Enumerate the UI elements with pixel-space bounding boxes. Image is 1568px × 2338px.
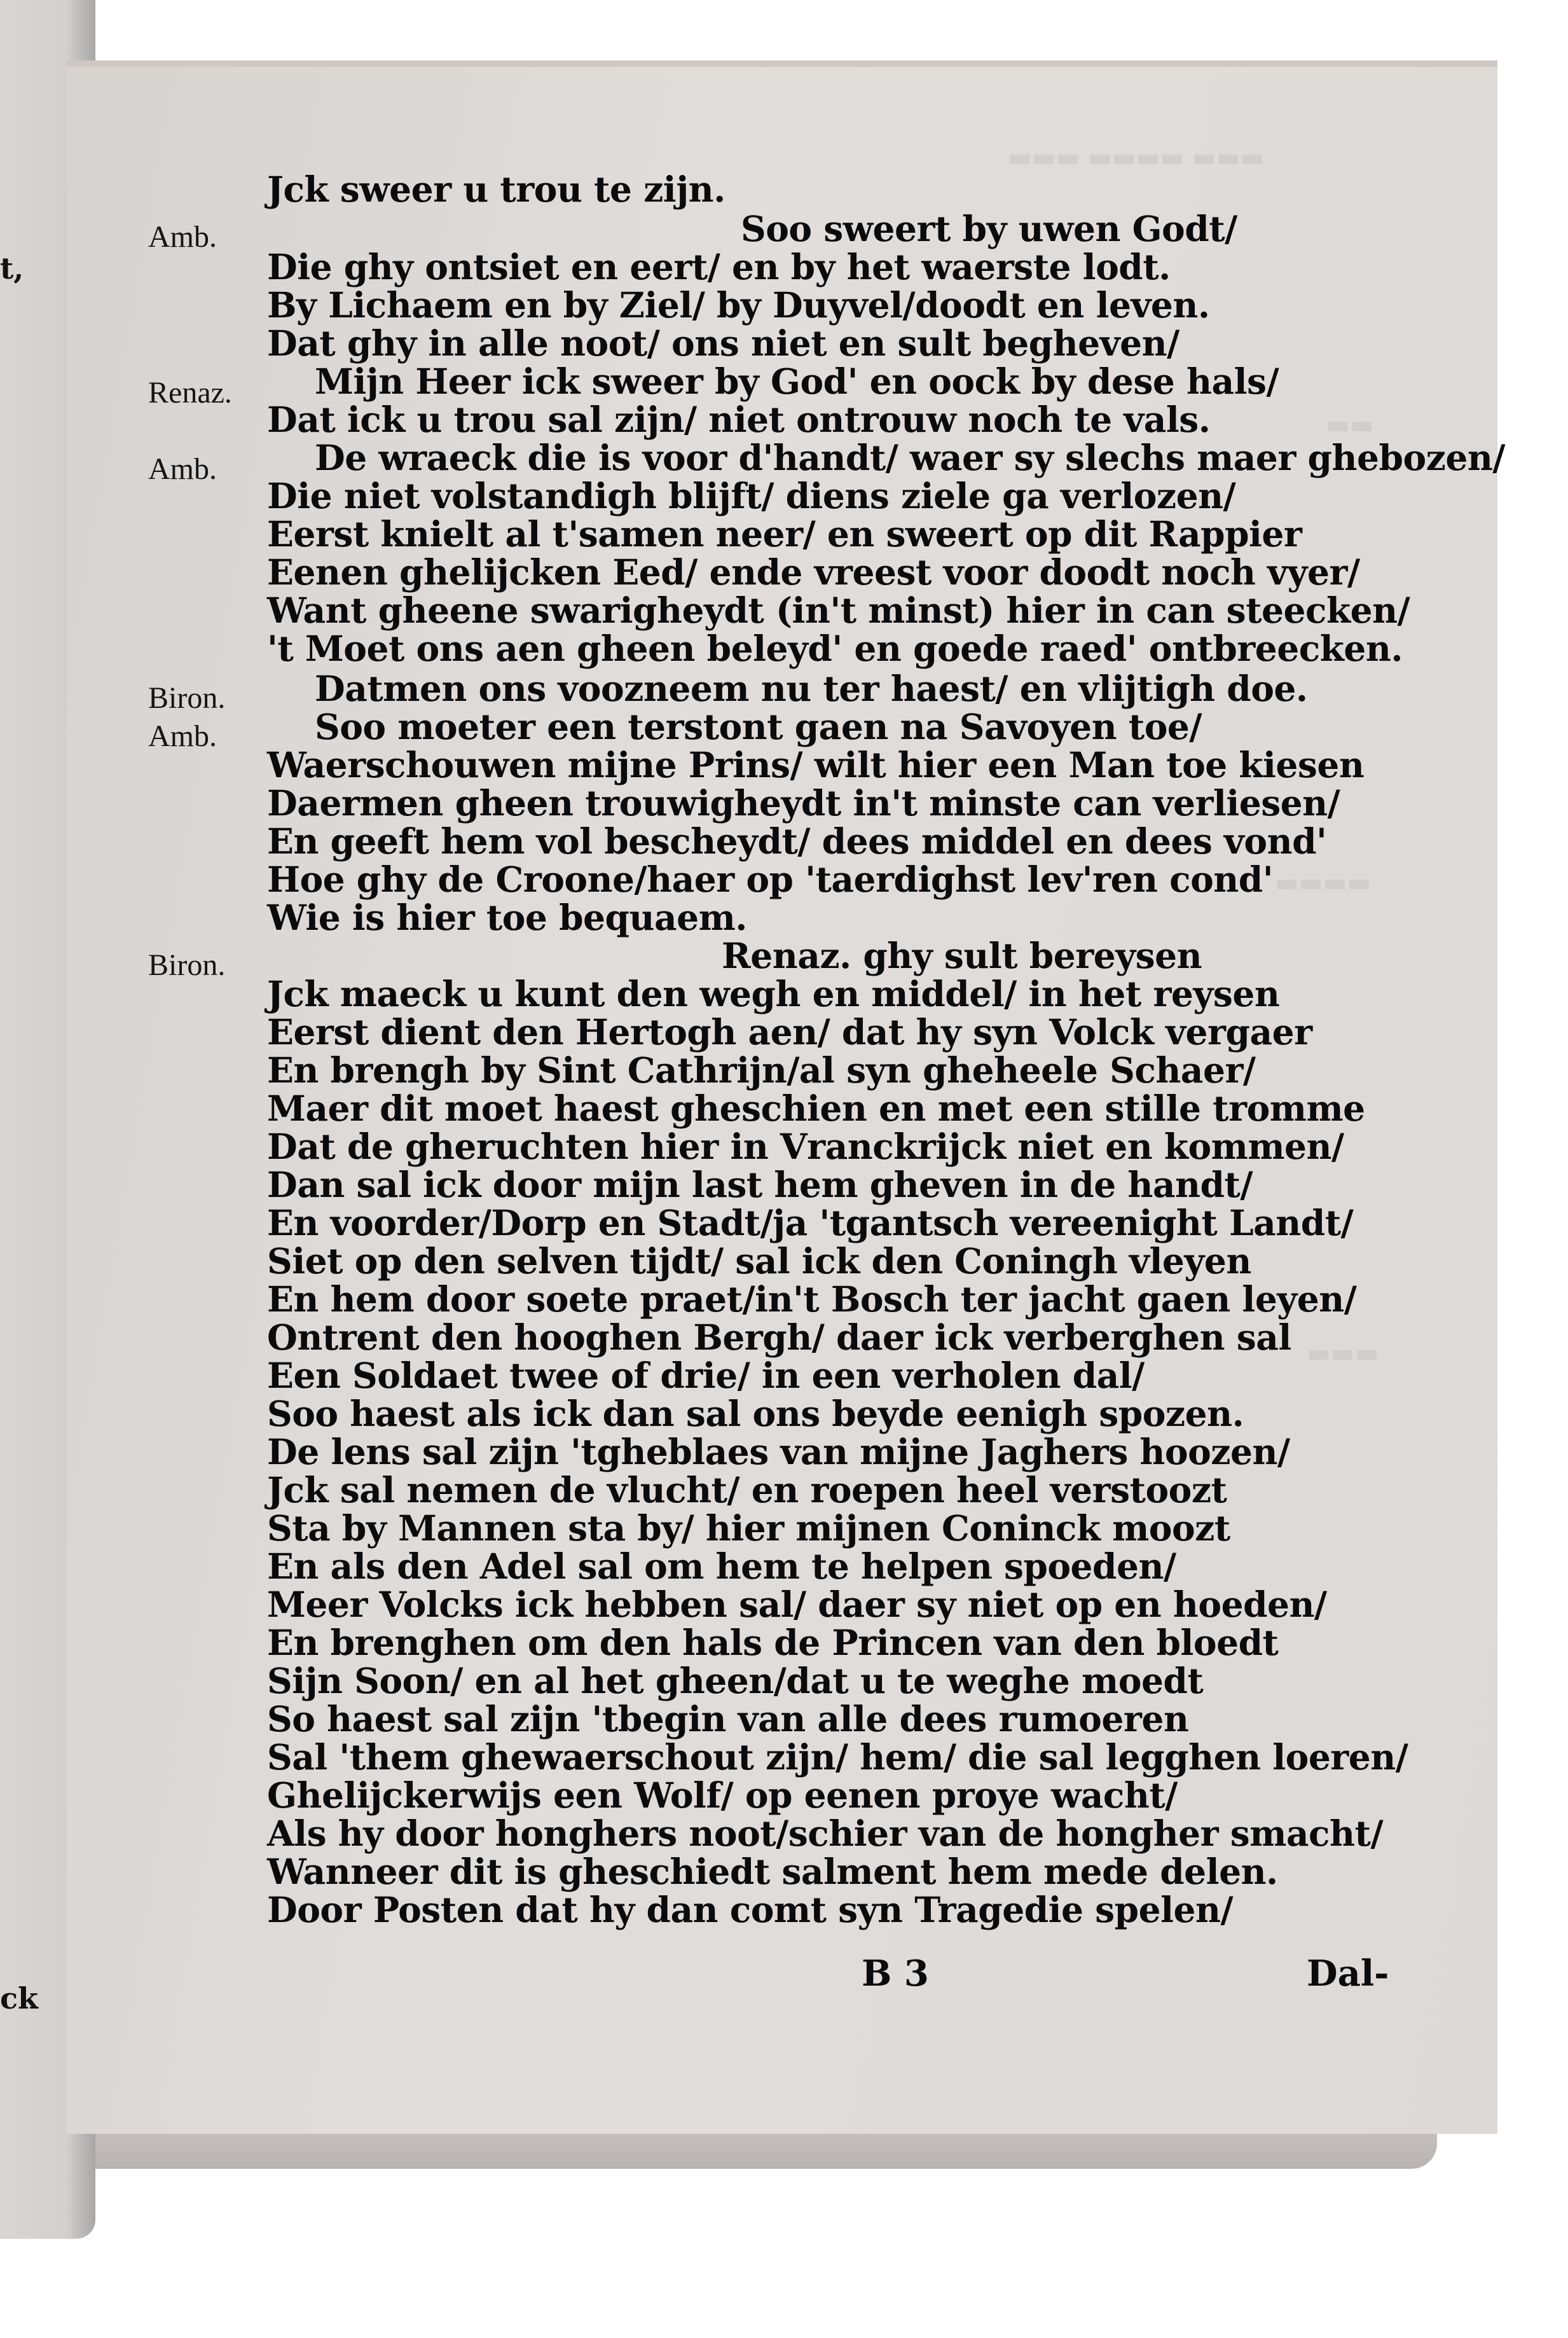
speaker-label: Amb.	[148, 719, 217, 753]
verse-line: De wraeck die is voor d'handt/ waer sy slechs maer ghebozen/	[315, 437, 1505, 478]
verse-line: Sijn Soon/ en al het gheen/dat u te weghe moedt	[267, 1660, 1204, 1701]
verse-line: Eenen ghelijcken Eed/ ende vreest voor doodt noch vyer/	[267, 551, 1360, 593]
verse-line: Sal 'them ghewaerschout zijn/ hem/ die sal legghen loeren/	[267, 1736, 1408, 1778]
verse-line: Die niet volstandigh blijft/ diens ziele ga verlozen/	[267, 475, 1236, 516]
verse-line: Renaz. ghy sult bereysen	[722, 935, 1202, 976]
verse-line: En brenghen om den hals de Princen van den bloedt	[267, 1622, 1279, 1663]
speaker-label: Renaz.	[148, 376, 232, 410]
verse-line: By Lichaem en by Ziel/ by Duyvel/doodt en leven.	[267, 284, 1210, 326]
verse-line: Wanneer dit is gheschiedt salment hem mede delen.	[267, 1851, 1278, 1892]
verse-line: Dan sal ick door mijn last hem gheven in de handt/	[267, 1164, 1253, 1205]
verse-line: Hoe ghy de Croone/haer op 'taerdighst lev'ren cond'	[267, 859, 1274, 900]
verse-line: En geeft hem vol bescheydt/ dees middel en dees vond'	[267, 820, 1327, 862]
verse-line: So haest sal zijn 'tbegin van alle dees rumoeren	[267, 1698, 1189, 1740]
verse-line: Ghelijckerwijs een Wolf/ op eenen proye wacht/	[267, 1774, 1178, 1816]
verse-line: Dat de gheruchten hier in Vranckrijck niet en kommen/	[267, 1126, 1344, 1167]
verse-line: Jck sal nemen de vlucht/ en roepen heel verstoozt	[267, 1469, 1227, 1511]
verse-line: Die ghy ontsiet en eert/ en by het waerste lodt.	[267, 246, 1171, 287]
catchword: Dal-	[1307, 1953, 1389, 1995]
facing-page-fragment: ck	[0, 1981, 38, 2016]
book-page	[67, 60, 1505, 2134]
verse-line: En als den Adel sal om hem te helpen spoeden/	[267, 1546, 1176, 1587]
verse-line: Waerschouwen mijne Prins/ wilt hier een Man toe kiesen	[267, 744, 1365, 785]
verse-line: Soo moeter een terstont gaen na Savoyen toe/	[315, 706, 1202, 747]
verse-line: Ontrent den hooghen Bergh/ daer ick verberghen sal	[267, 1317, 1291, 1358]
verse-line: Dat ghy in alle noot/ ons niet en sult begheven/	[267, 322, 1179, 364]
speaker-label: Amb.	[148, 220, 217, 254]
verse-line: Dat ick u trou sal zijn/ niet ontrouw noch te vals.	[267, 399, 1211, 440]
verse-line: Sta by Mannen sta by/ hier mijnen Coninck moozt	[267, 1507, 1230, 1549]
verse-line: De lens sal zijn 'tgheblaes van mijne Jaghers hoozen/	[267, 1431, 1290, 1472]
verse-line: Wie is hier toe bequaem.	[267, 897, 747, 938]
bleed-through-text: ▬▬▬	[1307, 1339, 1379, 1368]
verse-line: Mijn Heer ick sweer by God' en oock by dese hals/	[315, 361, 1279, 402]
verse-line: Eerst dient den Hertogh aen/ dat hy syn Volck vergaer	[267, 1011, 1312, 1053]
verse-line: En brengh by Sint Cathrijn/al syn gheheele Schaer/	[267, 1049, 1256, 1091]
speaker-label: Biron.	[148, 681, 226, 715]
verse-line: Siet op den selven tijdt/ sal ick den Coningh vleyen	[267, 1240, 1251, 1282]
verse-line: Meer Volcks ick hebben sal/ daer sy niet op en hoeden/	[267, 1584, 1327, 1625]
verse-line: Jck sweer u trou te zijn.	[267, 169, 726, 210]
bleed-through-text: ▬▬▬▬	[1275, 868, 1372, 897]
bleed-through-text: ▬▬	[1326, 410, 1374, 439]
verse-line: 't Moet ons aen gheen beleyd' en goede raed' ontbreecken.	[267, 628, 1403, 669]
verse-line: Jck maeck u kunt den wegh en middel/ in het reysen	[267, 973, 1280, 1014]
speaker-label: Amb.	[148, 452, 217, 486]
facing-page-fragment: t,	[0, 251, 24, 286]
bleed-through-text: ▬▬▬ ▬▬▬▬ ▬▬▬	[1008, 143, 1265, 172]
verse-line: Datmen ons voozneem nu ter haest/ en vlijtigh doe.	[315, 668, 1308, 709]
verse-line: Soo haest als ick dan sal ons beyde eenigh spozen.	[267, 1393, 1244, 1434]
verse-line: Maer dit moet haest gheschien en met een stille tromme	[267, 1088, 1365, 1129]
verse-line: Soo sweert by uwen Godt/	[741, 208, 1237, 249]
verse-line: Als hy door honghers noot/schier van de hongher smacht/	[267, 1813, 1384, 1854]
verse-line: En hem door soete praet/in't Bosch ter jacht gaen leyen/	[267, 1278, 1357, 1320]
verse-line: Een Soldaet twee of drie/ in een verholen dal/	[267, 1355, 1145, 1396]
verse-line: Want gheene swarigheydt (in't minst) hier in can steecken/	[267, 590, 1410, 631]
verse-line: Eerst knielt al t'samen neer/ en sweert op dit Rappier	[267, 513, 1302, 555]
verse-line: En voorder/Dorp en Stadt/ja 'tgantsch vereenight Landt/	[267, 1202, 1354, 1243]
verse-line: Door Posten dat hy dan comt syn Tragedie spelen/	[267, 1889, 1234, 1930]
speaker-label: Biron.	[148, 948, 226, 982]
verse-line: Daermen gheen trouwigheydt in't minste can verliesen/	[267, 782, 1340, 824]
signature-mark: B 3	[862, 1953, 929, 1995]
